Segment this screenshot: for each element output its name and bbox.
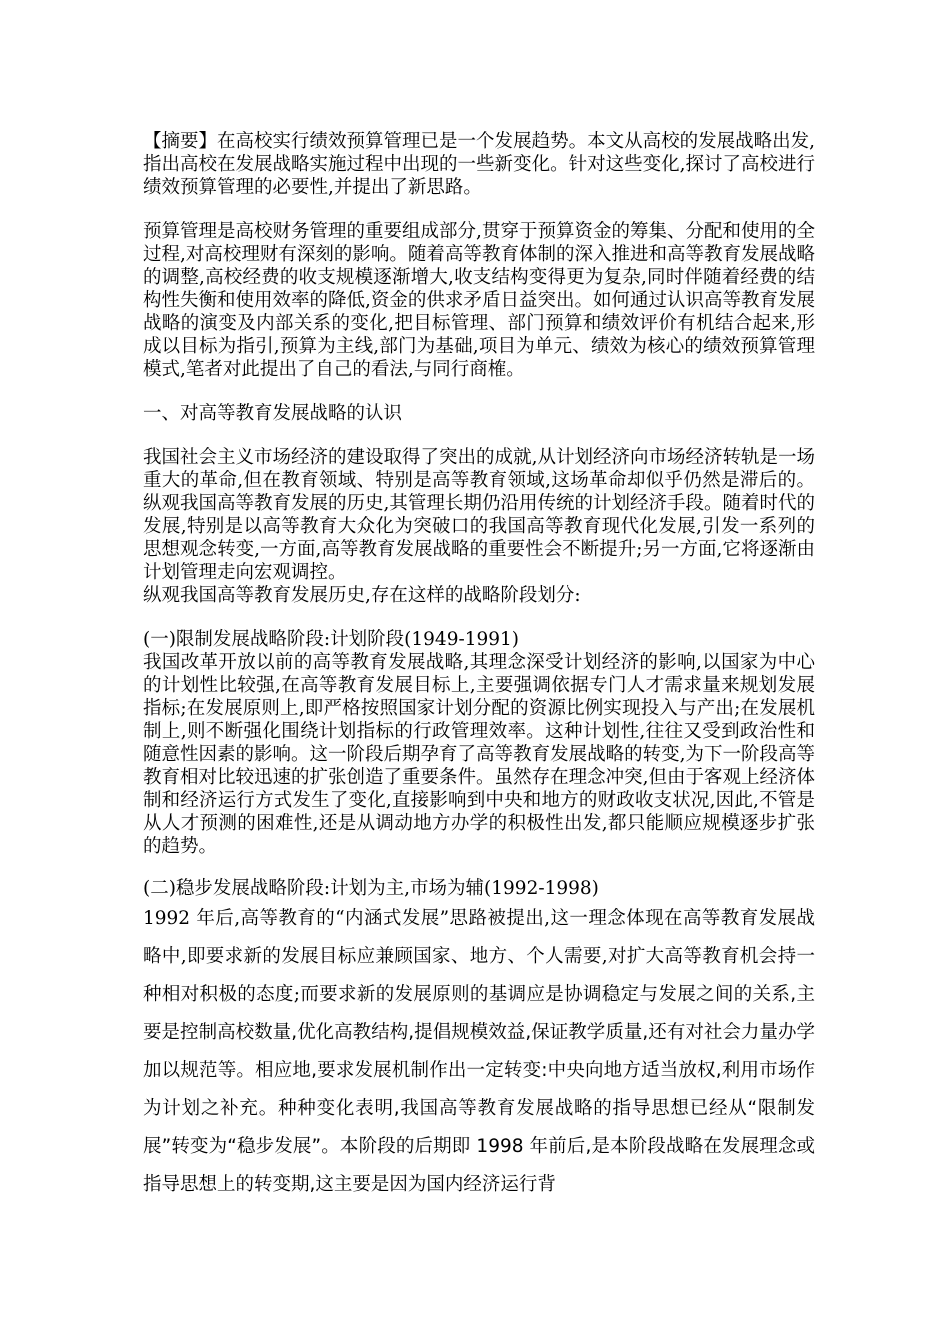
intro-paragraph: 预算管理是高校财务管理的重要组成部分,贯穿于预算资金的筹集、分配和使用的全过程,对高校理财有深刻的影响。随着高等教育体制的深入推进和高等教育发展战略的调整,高校经费的收支规模逐渐增大,收支结构变得更为复杂,同时伴随着经费的结构性失衡和使用效率的降低,资金的供求矛盾日益突出。如何通过认识高等教育发展战略的演变及内部关系的变化,把目标管理、部门预算和绩效评价有机结合起来,形成以目标为指引,预算为主线,部门为基础,项目为单元、绩效为核心的绩效预算管理模式,笔者对此提出了自己的看法,与同行商榷。 — [143, 221, 815, 380]
stage2-paragraph-serif: 1992 年后,高等教育的“内涵式发展”思路被提出,这一理念体现在高等教育发展战略中,即要求新的发展目标应兼顾国家、地方、个人需要,对扩大高等教育机会持一种相对积极的态度;而要求新的 — [143, 908, 815, 1005]
section1-heading: 一、对高等教育发展战略的认识 — [143, 403, 403, 424]
section1-paragraph-2: 纵观我国高等教育发展历史,存在这样的战略阶段划分: — [143, 585, 581, 606]
stage2-paragraph-sans: 发展原则的基调应是协调稳定与发展之间的关系,主要是控制高校数量,优化高教结构,提倡规模效益,保证教学质量,还有对社会力量办学加以规范等。相应地,要求发展机制作出一定转变:中央向地方适当放权,利用市场作为计划之补充。种种变化表明,我国高等教育发展战略的指导思想已经从“限制发展”转变为“稳步发展”。本阶段的后期即 1998 年前后,是本阶段战略在发展理念或指导思想上的转变期,这主要是因为国内经济运行背 — [143, 984, 815, 1195]
section1-paragraph: 我国社会主义市场经济的建设取得了突出的成就,从计划经济向市场经济转轨是一场重大的革命,但在教育领域、特别是高等教育领域,这场革命却似乎仍然是滞后的。纵观我国高等教育发展的历史,其管理长期仍沿用传统的计划经济手段。随着时代的发展,特别是以高等教育大众化为突破口的我国高等教育现代化发展,引发一系列的思想观念转变,一方面,高等教育发展战略的重要性会不断提升;另一方面,它将逐渐由计划管理走向宏观调控。 — [143, 447, 815, 583]
stage1-paragraph: 我国改革开放以前的高等教育发展战略,其理念深受计划经济的影响,以国家为中心的计划性比较强,在高等教育发展目标上,主要强调依据专门人才需求量来规划发展指标;在发展原则上,即严格按照国家计划分配的资源比例实现投入与产出;在发展机制上,则不断强化围绕计划指标的行政管理效率。这种计划性,往往又受到政治性和随意性因素的影响。这一阶段后期孕育了高等教育发展战略的转变,为下一阶段高等教育相对比较迅速的扩张创造了重要条件。虽然存在理念冲突,但由于客观上经济体制和经济运行方式发生了变化,直接影响到中央和地方的财政收支状况,因此,不管是从人才预测的困难性,还是从调动地方办学的积极性出发,都只能顺应规模逐步扩张的趋势。 — [143, 652, 815, 857]
abstract-paragraph: 【摘要】在高校实行绩效预算管理已是一个发展趋势。本文从高校的发展战略出发,指出高校在发展战略实施过程中出现的一些新变化。针对这些变化,探讨了高校进行绩效预算管理的必要性,并提出了新思路。 — [143, 131, 815, 198]
stage2-paragraph — [143, 900, 815, 1204]
stage1-heading: (一)限制发展战略阶段:计划阶段(1949-1991) — [143, 629, 520, 650]
document-body — [143, 130, 815, 1204]
stage2-heading: (二)稳步发展战略阶段:计划为主,市场为辅(1992-1998) — [143, 878, 599, 899]
